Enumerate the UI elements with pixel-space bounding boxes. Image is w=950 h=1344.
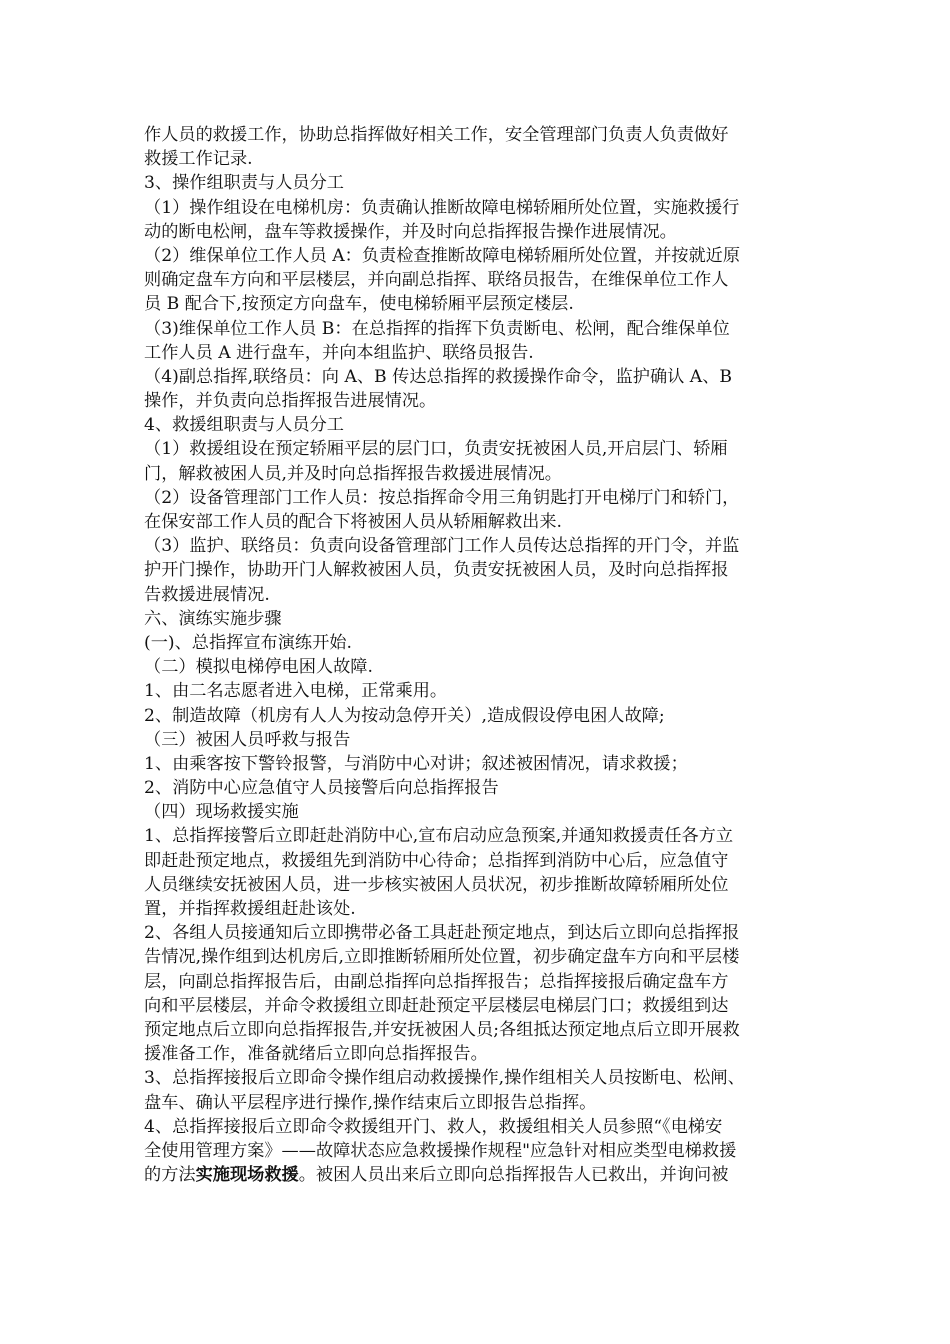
text-line: （3）监护、联络员：负责向设备管理部门工作人员传达总指挥的开门令，并监 [144,536,740,557]
text-line: 护开门操作，协助开门人解救被困人员，负责安抚被困人员，及时向总指挥报 [144,560,729,581]
text-line: 人员继续安抚被困人员，进一步核实被困人员状况，初步推断故障轿厢所处位 [144,874,729,895]
text-line: 盘车、确认平层程序进行操作,操作结束后立即报告总指挥。 [144,1092,597,1113]
text-line: 1、总指挥接警后立即赶赴消防中心,宣布启动应急预案,并通知救援责任各方立 [144,826,734,847]
section-heading: 4、救援组职责与人员分工 [144,415,344,436]
text-line: 1、由二名志愿者进入电梯，正常乘用。 [144,681,448,702]
text-run: 。被困人员出来后立即向总指挥报告人已救出，并询问被 [298,1165,729,1186]
text-line: 在保安部工作人员的配合下将被困人员从轿厢解救出来. [144,512,562,532]
text-line: （4)副总指挥,联络员：向 A、B 传达总指挥的救援操作命令，监护确认 A、B [144,366,733,387]
text-line: （2）维保单位工作人员 A：负责检查推断故障电梯轿厢所处位置，并按就近原 [144,245,741,266]
text-line: 3、总指挥接报后立即命令操作组启动救援操作,操作组相关人员按断电、松闸、 [144,1068,745,1089]
text-line: 预定地点后立即向总指挥报告,并安抚被困人员;各组抵达预定地点后立即开展救 [144,1019,740,1040]
section-heading: 3、操作组职责与人员分工 [144,173,344,194]
text-line: 动的断电松闸，盘车等救援操作，并及时向总指挥报告操作进展情况。 [144,221,677,242]
text-line: （1）操作组设在电梯机房：负责确认推断故障电梯轿厢所处位置，实施救援行 [144,197,740,218]
text-line: 员 B 配合下,按预定方向盘车，使电梯轿厢平层预定楼层. [144,294,574,315]
text-line: 告情况,操作组到达机房后,立即推断轿厢所处位置，初步确定盘车方向和平层楼 [144,947,740,968]
text-line: 全使用管理方案》——故障状态应急救援操作规程"应急针对相应类型电梯救援 [144,1140,737,1161]
text-line: 则确定盘车方向和平层楼层，并向副总指挥、联络员报告，在维保单位工作人 [144,270,729,291]
chapter-heading: 六、演练实施步骤 [144,608,282,629]
step-heading: （四）现场救援实施 [144,802,299,823]
text-line: （3)维保单位工作人员 B：在总指挥的指挥下负责断电、松闸，配合维保单位 [144,318,730,339]
text-line: 作人员的救援工作，协助总指挥做好相关工作，安全管理部门负责人负责做好 [144,125,729,145]
bold-text-run: 实施现场救援 [195,1165,299,1186]
document-body [144,123,824,1187]
text-line: 告救援进展情况. [144,584,270,605]
text-line: 操作，并负责向总指挥报告进展情况。 [144,391,437,412]
step-heading: （三）被困人员呼救与报告 [144,729,351,750]
text-line: 救援工作记录. [144,149,253,170]
step-heading: (一)、总指挥宣布演练开始. [144,632,352,653]
text-line: 向和平层楼层，并命令救援组立即赶赴预定平层楼层电梯层门口；救援组到达 [144,995,729,1016]
text-line: 门，解救被困人员,并及时向总指挥报告救援进展情况。 [144,463,562,484]
text-line: 层，向副总指挥报告后，由副总指挥向总指挥报告；总指挥接报后确定盘车方 [144,971,729,992]
text-line: （1）救援组设在预定轿厢平层的层门口，负责安抚被困人员,开启层门、轿厢 [144,439,728,460]
text-line: 2、制造故障（机房有人人为按动急停开关）,造成假设停电困人故障; [144,705,665,726]
text-run: 的方法 [144,1165,196,1186]
text-line [144,1163,824,1187]
step-heading: （二）模拟电梯停电困人故障. [144,657,373,678]
text-line: 2、消防中心应急值守人员接警后向总指挥报告 [144,778,499,799]
text-line: 1、由乘客按下警铃报警，与消防中心对讲；叙述被困情况，请求救援； [144,753,688,774]
text-line: 4、总指挥接报后立即命令救援组开门、救人，救援组相关人员参照“《电梯安 [144,1116,723,1137]
text-line: 2、各组人员接通知后立即携带必备工具赶赴预定地点，到达后立即向总指挥报 [144,923,740,944]
text-line: 援准备工作，准备就绪后立即向总指挥报告。 [144,1044,488,1065]
text-line: 置，并指挥救援组赶赴该处. [144,899,356,919]
text-line: 即赶赴预定地点，救援组先到消防中心待命；总指挥到消防中心后，应急值守 [144,850,729,871]
text-line: 工作人员 A 进行盘车，并向本组监护、联络员报告. [144,342,534,363]
text-line: （2）设备管理部门工作人员：按总指挥命令用三角钥匙打开电梯厅门和轿门， [144,487,740,508]
